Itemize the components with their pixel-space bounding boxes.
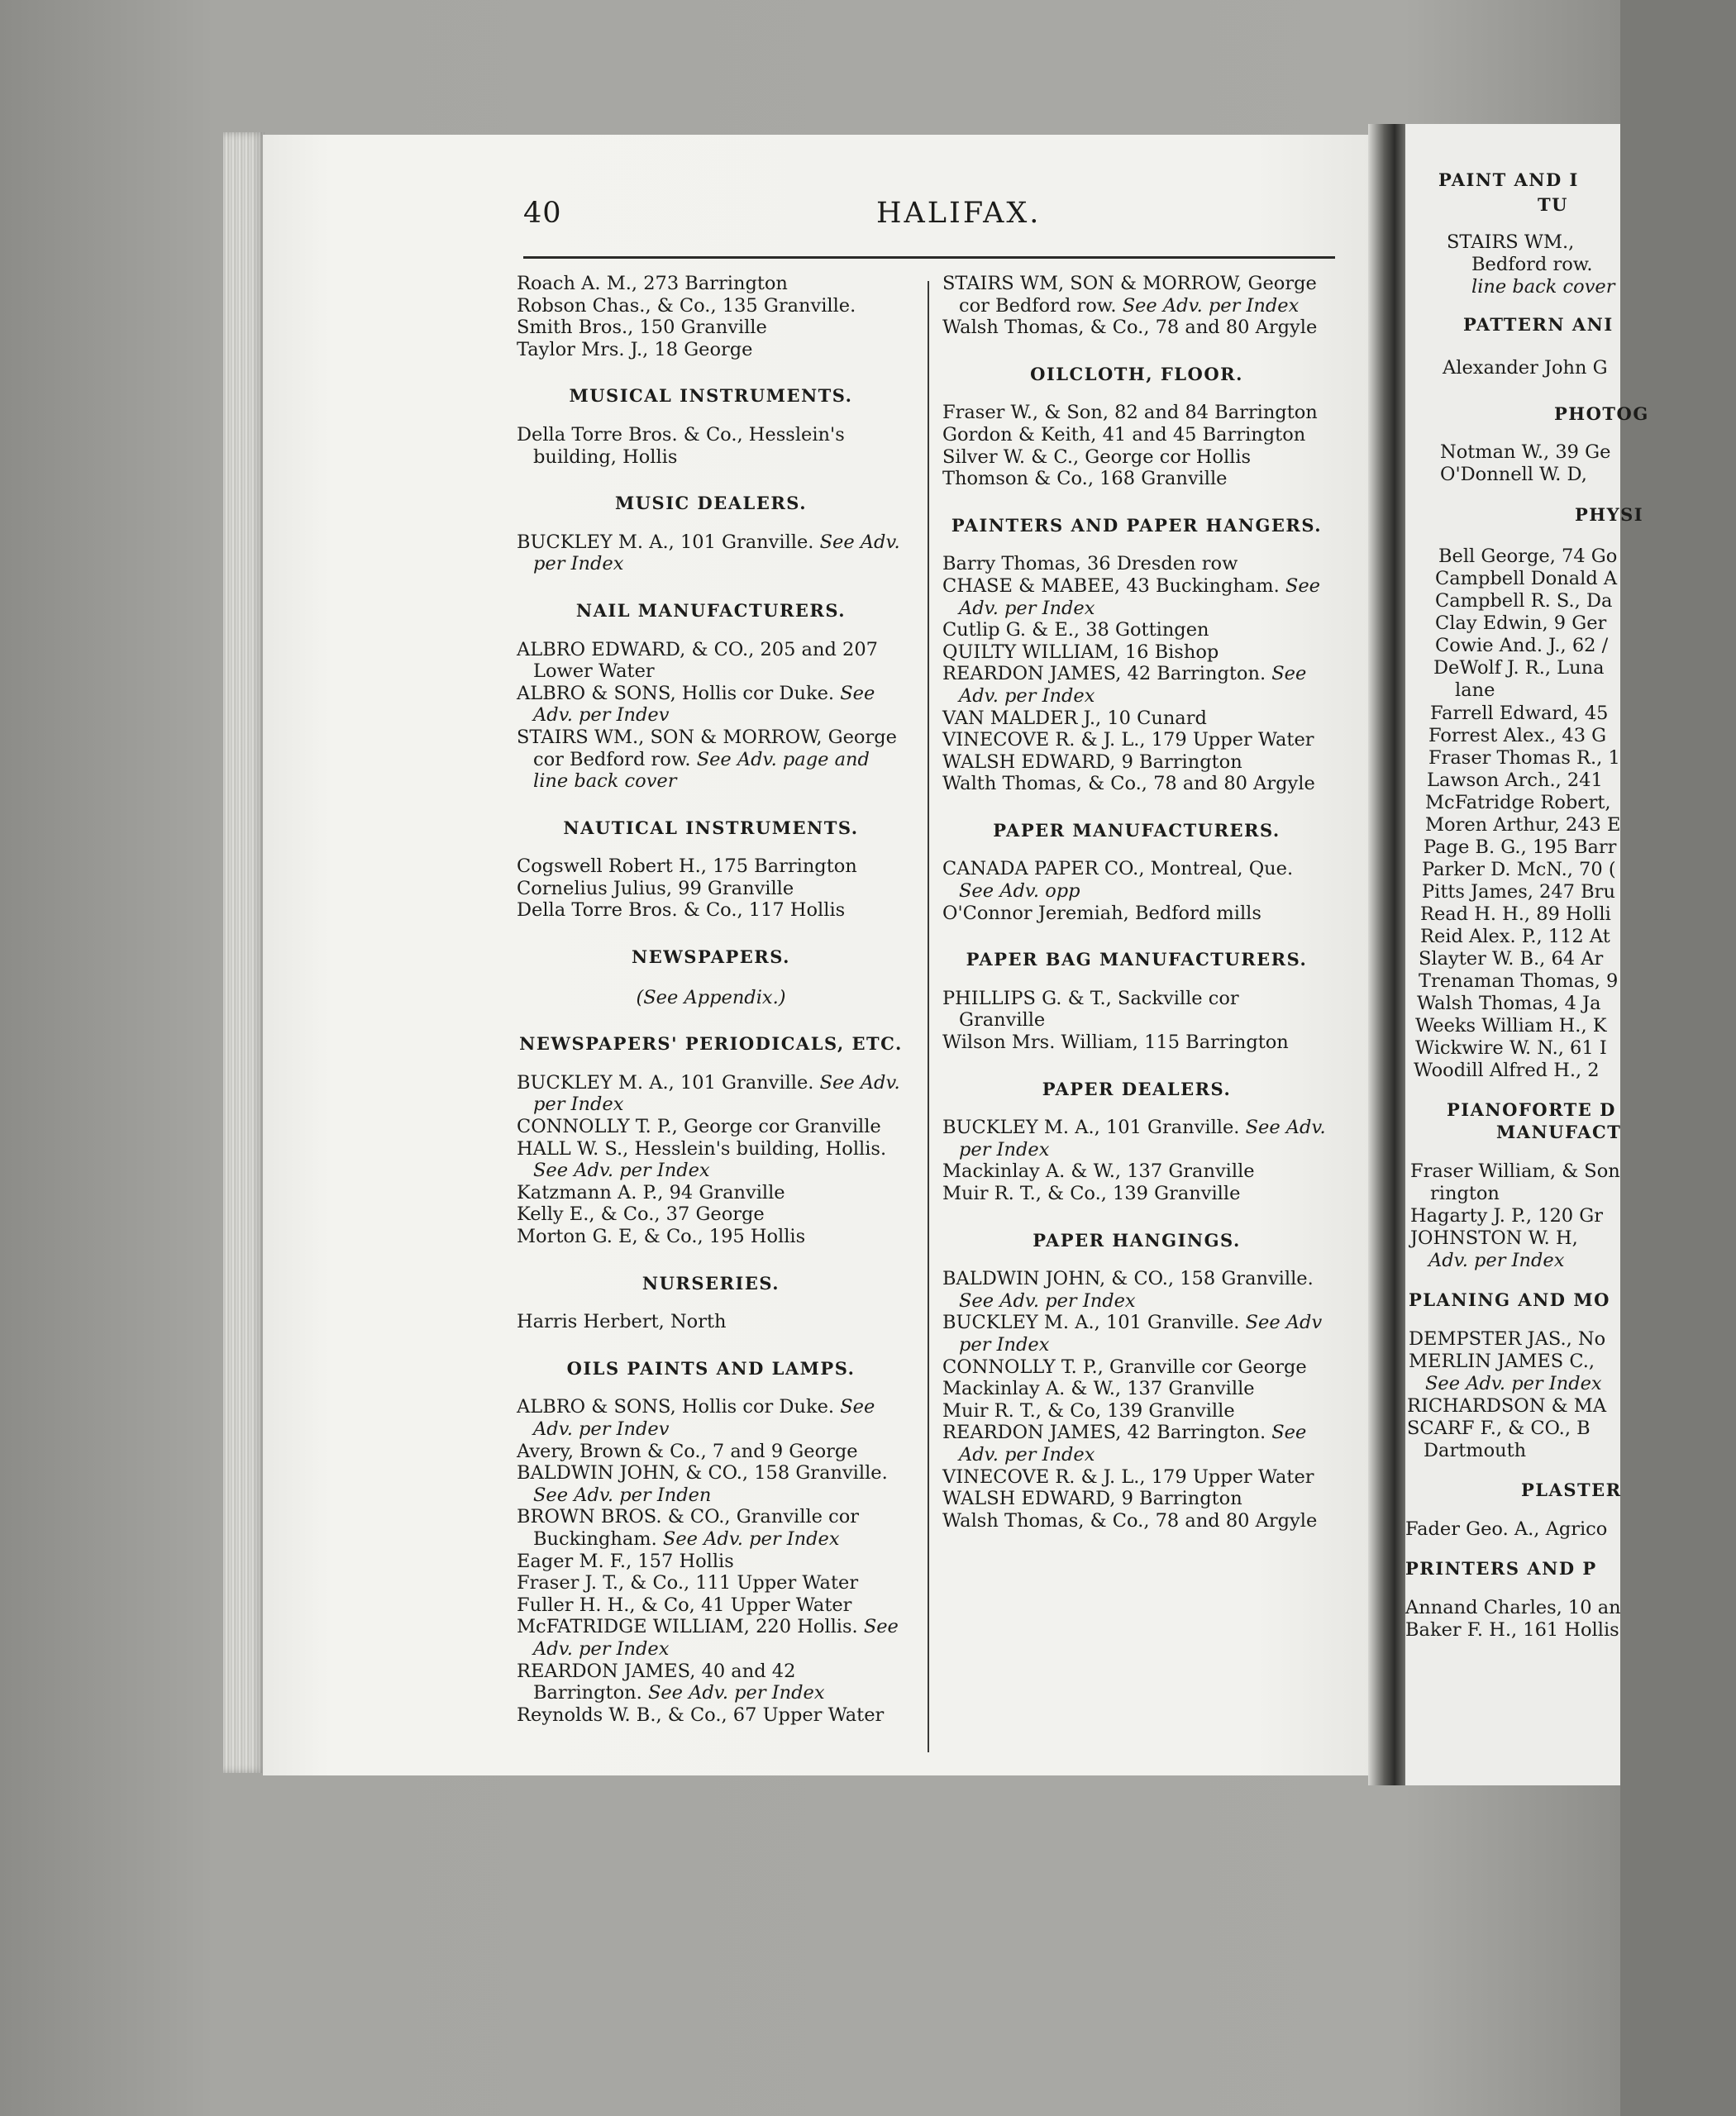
- directory-entry: [517, 1072, 905, 1116]
- entry-text: Barry Thomas, 36 Dresden row: [942, 553, 1238, 575]
- directory-entry: [942, 1466, 1331, 1489]
- directory-entry: [517, 727, 905, 793]
- entry-text: Walsh Thomas, & Co., 78 and 80 Argyle: [942, 1509, 1318, 1532]
- entry-text: Della Torre Bros. & Co., 117 Hollis: [517, 899, 846, 922]
- directory-entry: [942, 1032, 1331, 1054]
- directory-entry: [517, 295, 905, 317]
- facing-page-entry: Baker F. H., 161 Hollis: [1405, 1619, 1619, 1641]
- entry-text: Mackinlay A. & W., 137 Granville: [942, 1160, 1255, 1183]
- facing-page-entry: Fader Geo. A., Agrico: [1405, 1518, 1608, 1540]
- directory-entry: [942, 575, 1331, 619]
- header-rule: [523, 256, 1335, 259]
- entry-text: CHASE & MABEE, 43 Buckingham.: [942, 574, 1280, 597]
- entry-text: Gordon & Keith, 41 and 45 Barrington: [942, 423, 1306, 446]
- facing-page-entry: MERLIN JAMES C.,: [1409, 1351, 1595, 1372]
- entry-text: VAN MALDER J., 10 Cunard: [942, 707, 1207, 729]
- directory-entry: [942, 988, 1331, 1032]
- entry-text: Morton G. E, & Co., 195 Hollis: [517, 1226, 806, 1247]
- section-heading: PAPER HANGINGS.: [1033, 1229, 1241, 1251]
- facing-page-heading: MANUFACT: [1496, 1122, 1622, 1142]
- section-heading: NEWSPAPERS.: [632, 946, 790, 968]
- facing-page-entry: Read H. H., 89 Holli: [1420, 903, 1611, 925]
- entry-text: Muir R. T., & Co., 139 Granville: [942, 1183, 1241, 1204]
- entry-text: VINECOVE R. & J. L., 179 Upper Water: [942, 1465, 1314, 1488]
- entry-text: McFATRIDGE WILLIAM, 220 Hollis.: [517, 1616, 858, 1638]
- directory-entry: [942, 751, 1331, 774]
- directory-entry: [517, 1226, 905, 1248]
- directory-entry: [517, 1311, 905, 1333]
- directory-entry: [942, 858, 1331, 902]
- facing-page-entry: Wickwire W. N., 61 I: [1415, 1037, 1607, 1059]
- facing-page-entry: STAIRS WM.,: [1447, 231, 1575, 253]
- facing-page-entry: Slayter W. B., 64 Ar: [1419, 948, 1604, 970]
- directory-entry: [942, 1183, 1331, 1205]
- cross-reference-note: (See Appendix.): [636, 986, 786, 1008]
- advertisement-note: See Adv. per Indev: [533, 682, 875, 727]
- entry-text: ALBRO & SONS, Hollis cor Duke.: [517, 1396, 835, 1418]
- advertisement-note: See Adv. per Index: [959, 663, 1307, 707]
- facing-page-entry: Bedford row.: [1471, 254, 1593, 275]
- facing-page-entry: Walsh Thomas, 4 Ja: [1417, 993, 1601, 1014]
- advertisement-note: See Adv. page and line back cover: [533, 748, 870, 793]
- directory-entry: [942, 1378, 1331, 1400]
- directory-entry: [517, 1616, 905, 1660]
- entry-text: Avery, Brown & Co., 7 and 9 George: [517, 1440, 858, 1462]
- advertisement-note: See Adv. per Index: [662, 1527, 840, 1550]
- facing-page-entry: Moren Arthur, 243 E: [1425, 814, 1621, 836]
- directory-entry: [942, 1510, 1331, 1532]
- facing-page-entry: Weeks William H., K: [1415, 1015, 1607, 1037]
- entry-text: BROWN BROS. & CO., Granville cor Buckingham.: [517, 1506, 860, 1550]
- advertisement-note: See Adv. per Index: [959, 1117, 1326, 1160]
- facing-page-entry: See Adv. per Index: [1425, 1373, 1602, 1394]
- entry-text: CONNOLLY T. P., George cor Granville: [517, 1116, 881, 1138]
- entry-text: BUCKLEY M. A., 101 Granville.: [517, 1071, 814, 1094]
- entry-text: Roach A. M., 273 Barrington: [517, 273, 788, 294]
- directory-entry: [942, 773, 1331, 795]
- directory-entry: [517, 1462, 905, 1506]
- entry-text: Mackinlay A. & W., 137 Granville: [942, 1378, 1255, 1400]
- entry-text: PHILLIPS G. & T., Sackville cor Granville: [942, 987, 1239, 1032]
- advertisement-note: See Adv. per Index: [959, 574, 1320, 619]
- facing-page-entry: Fraser Thomas R., 1: [1428, 747, 1620, 769]
- facing-page-entry: Campbell Donald A: [1435, 568, 1618, 589]
- entry-text: REARDON JAMES, 40 and 42 Barrington.: [517, 1660, 796, 1704]
- entry-text: CANADA PAPER CO., Montreal, Que.: [942, 858, 1294, 880]
- entry-text: Silver W. & C., George cor Hollis: [942, 446, 1252, 468]
- facing-page-entry: line back cover: [1471, 276, 1615, 298]
- facing-page-entry: Pitts James, 247 Bru: [1422, 881, 1615, 903]
- entry-text: CONNOLLY T. P., Granville cor George: [942, 1356, 1307, 1378]
- facing-page-heading: PHYSI: [1575, 504, 1644, 525]
- entry-text: BALDWIN JOHN, & CO., 158 Granville.: [517, 1462, 888, 1485]
- facing-page-entry: Hagarty J. P., 120 Gr: [1410, 1205, 1603, 1227]
- directory-entry: [517, 1441, 905, 1463]
- entry-text: Fraser J. T., & Co., 111 Upper Water: [517, 1572, 859, 1594]
- facing-page-entry: Alexander John G: [1443, 357, 1608, 379]
- facing-page-entry: Reid Alex. P., 112 At: [1420, 926, 1610, 947]
- directory-entry: [517, 1182, 905, 1204]
- directory-entry: [942, 317, 1331, 339]
- directory-entry: [942, 273, 1331, 317]
- entry-text: Walsh Thomas, & Co., 78 and 80 Argyle: [942, 317, 1318, 339]
- facing-page-entry: Clay Edwin, 9 Ger: [1435, 612, 1607, 634]
- entry-text: Robson Chas., & Co., 135 Granville.: [517, 294, 856, 317]
- directory-entry: [942, 1422, 1331, 1465]
- page-edge-stack: [223, 132, 265, 1773]
- facing-page: [1405, 124, 1649, 1785]
- entry-text: REARDON JAMES, 42 Barrington.: [942, 1422, 1266, 1444]
- directory-entry: [942, 1488, 1331, 1510]
- facing-page-entry: O'Donnell W. D,: [1440, 464, 1587, 485]
- facing-page-entry: Parker D. McN., 70 (: [1422, 859, 1616, 880]
- facing-page-entry: DEMPSTER JAS., No: [1409, 1328, 1606, 1350]
- directory-entry: [942, 1160, 1331, 1183]
- directory-entry: [517, 1203, 905, 1226]
- directory-entry: [517, 1594, 905, 1617]
- directory-entry: [942, 402, 1331, 424]
- entry-text: VINECOVE R. & J. L., 179 Upper Water: [942, 729, 1314, 751]
- entry-text: Cogswell Robert H., 175 Barrington: [517, 855, 857, 878]
- entry-text: Katzmann A. P., 94 Granville: [517, 1181, 785, 1203]
- directory-entry: [942, 663, 1331, 707]
- entry-text: BUCKLEY M. A., 101 Granville.: [517, 531, 814, 553]
- entry-text: Taylor Mrs. J., 18 George: [517, 338, 753, 360]
- directory-entry: [517, 1704, 905, 1727]
- directory-entry: [517, 878, 905, 900]
- facing-page-heading: PHOTOG: [1554, 403, 1649, 424]
- entry-text: Smith Bros., 150 Granville: [517, 317, 767, 339]
- advertisement-note: See Adv per Index: [959, 1312, 1323, 1356]
- entry-text: Eager M. F., 157 Hollis: [517, 1550, 734, 1572]
- advertisement-note: See Adv. per Index: [647, 1682, 825, 1704]
- directory-entry: [517, 1116, 905, 1138]
- entry-text: WALSH EDWARD, 9 Barrington: [942, 751, 1242, 773]
- section-heading: PAPER BAG MANUFACTURERS.: [966, 949, 1308, 970]
- section-heading: MUSICAL INSTRUMENTS.: [569, 385, 853, 407]
- facing-page-entry: Dartmouth: [1424, 1440, 1527, 1461]
- facing-page-entry: Forrest Alex., 43 G: [1428, 725, 1607, 746]
- facing-page-heading: TU: [1538, 194, 1568, 215]
- directory-entry: [517, 339, 905, 361]
- entry-text: HALL W. S., Hesslein's building, Hollis.: [517, 1137, 887, 1160]
- directory-entry: [942, 1268, 1331, 1312]
- facing-page-entry: Campbell R. S., Da: [1435, 590, 1613, 612]
- facing-page-entry: Lawson Arch., 241: [1427, 770, 1603, 791]
- facing-page-entry: Adv. per Index: [1428, 1250, 1565, 1271]
- facing-page-heading: PAINT AND I: [1438, 169, 1579, 190]
- entry-text: Kelly E., & Co., 37 George: [517, 1203, 765, 1226]
- entry-text: QUILTY WILLIAM, 16 Bishop: [942, 641, 1219, 663]
- directory-entry: [942, 1117, 1331, 1160]
- facing-page-entry: Trenaman Thomas, 9: [1419, 970, 1619, 992]
- directory-entry: [517, 1572, 905, 1594]
- page-number: 40: [523, 197, 562, 230]
- section-heading: PAINTERS AND PAPER HANGERS.: [951, 514, 1323, 536]
- entry-text: Fraser W., & Son, 82 and 84 Barrington: [942, 402, 1318, 424]
- entry-text: ALBRO EDWARD, & CO., 205 and 207 Lower Water: [517, 638, 878, 683]
- section-heading: NURSERIES.: [641, 1272, 780, 1294]
- directory-entry: [517, 899, 905, 922]
- facing-page-heading: PRINTERS AND P: [1405, 1558, 1597, 1579]
- directory-entry: [517, 639, 905, 683]
- advertisement-note: See Adv. per Index: [959, 1289, 1136, 1312]
- directory-entry: [517, 1506, 905, 1550]
- directory-entry: [942, 553, 1331, 575]
- entry-text: Wilson Mrs. William, 115 Barrington: [942, 1032, 1289, 1054]
- advertisement-note: See Adv. per Index: [959, 1422, 1307, 1465]
- directory-entry: [942, 619, 1331, 641]
- entry-text: REARDON JAMES, 42 Barrington.: [942, 663, 1266, 685]
- facing-page-entry: Woodill Alfred H., 2: [1414, 1060, 1600, 1081]
- entry-text: Cutlip G. & E., 38 Gottingen: [942, 619, 1209, 641]
- entry-text: Harris Herbert, North: [517, 1311, 727, 1333]
- section-heading: NAUTICAL INSTRUMENTS.: [563, 817, 859, 838]
- section-heading: NEWSPAPERS' PERIODICALS, ETC.: [519, 1033, 903, 1055]
- directory-entry: [517, 1551, 905, 1573]
- directory-entry: [942, 1400, 1331, 1423]
- entry-text: ALBRO & SONS, Hollis cor Duke.: [517, 682, 835, 704]
- advertisement-note: See Adv. per Index: [533, 531, 900, 575]
- facing-page-entry: lane: [1455, 679, 1495, 701]
- advertisement-note: See Adv. per Index: [1122, 294, 1300, 317]
- section-heading: MUSIC DEALERS.: [614, 493, 808, 514]
- directory-entry: [942, 446, 1331, 469]
- directory-entry: [517, 855, 905, 878]
- facing-page-entry: Bell George, 74 Go: [1438, 546, 1618, 567]
- directory-entry: [517, 1396, 905, 1440]
- facing-page-entry: McFatridge Robert,: [1425, 792, 1611, 813]
- advertisement-note: See Adv. per Index: [533, 1160, 710, 1182]
- entry-text: Reynolds W. B., & Co., 67 Upper Water: [517, 1704, 885, 1726]
- entry-text: Cornelius Julius, 99 Granville: [517, 877, 794, 899]
- entry-text: BALDWIN JOHN, & CO., 158 Granville.: [942, 1268, 1314, 1290]
- column-divider: [928, 281, 929, 1752]
- facing-page-entry: Farrell Edward, 45: [1430, 703, 1609, 724]
- page-header: [523, 197, 1350, 246]
- facing-page-entry: Page B. G., 195 Barr: [1424, 836, 1617, 858]
- directory-entry: [942, 903, 1331, 925]
- entry-text: Muir R. T., & Co, 139 Granville: [942, 1399, 1235, 1422]
- entry-text: WALSH EDWARD, 9 Barrington: [942, 1488, 1242, 1510]
- left-column: [517, 273, 905, 1726]
- directory-entry: [517, 683, 905, 727]
- entry-text: BUCKLEY M. A., 101 Granville.: [942, 1117, 1240, 1139]
- facing-page-heading: PLASTER: [1521, 1480, 1622, 1500]
- directory-entry: [517, 531, 905, 575]
- directory-entry: [942, 641, 1331, 664]
- section-heading: OILS PAINTS AND LAMPS.: [566, 1357, 856, 1379]
- facing-page-entry: DeWolf J. R., Luna: [1433, 657, 1605, 679]
- directory-entry: [517, 1138, 905, 1182]
- entry-text: STAIRS WM., SON & MORROW, George cor Bedford row.: [517, 726, 897, 770]
- entry-text: BUCKLEY M. A., 101 Granville.: [942, 1312, 1240, 1334]
- entry-text: Fuller H. H., & Co, 41 Upper Water: [517, 1594, 852, 1616]
- directory-entry: [942, 468, 1331, 490]
- facing-page-heading: PATTERN ANI: [1463, 314, 1614, 335]
- directory-entry: [942, 424, 1331, 446]
- facing-page-entry: RICHARDSON & MA: [1407, 1395, 1607, 1417]
- entry-text: Thomson & Co., 168 Granville: [942, 468, 1228, 490]
- section-heading: PAPER DEALERS.: [1042, 1078, 1232, 1099]
- entry-text: Walth Thomas, & Co., 78 and 80 Argyle: [942, 773, 1315, 795]
- entry-text: STAIRS WM, SON & MORROW, George cor Bedford row.: [942, 273, 1317, 317]
- directory-entry: [942, 729, 1331, 751]
- facing-page-entry: JOHNSTON W. H,: [1410, 1227, 1578, 1249]
- directory-entry: [942, 1356, 1331, 1379]
- facing-page-entry: Notman W., 39 Ge: [1440, 441, 1611, 463]
- advertisement-note: See Adv. per Index: [533, 1071, 900, 1116]
- facing-page-entry: Fraser William, & Son: [1410, 1160, 1620, 1182]
- directory-entry: [942, 1312, 1331, 1356]
- entry-text: Della Torre Bros. & Co., Hesslein's building, Hollis: [517, 423, 845, 468]
- directory-entry: [942, 708, 1331, 730]
- advertisement-note: See Adv. per Inden: [533, 1484, 712, 1506]
- advertisement-note: See Adv. per Indev: [533, 1396, 875, 1440]
- directory-entry: [517, 317, 905, 339]
- advertisement-note: See Adv. opp: [959, 880, 1080, 903]
- facing-page-heading: PIANOFORTE D: [1447, 1099, 1616, 1120]
- section-heading: NAIL MANUFACTURERS.: [575, 599, 847, 621]
- section-heading: OILCLOTH, FLOOR.: [1030, 363, 1243, 384]
- facing-page-entry: rington: [1430, 1183, 1500, 1204]
- facing-page-entry: Annand Charles, 10 an: [1405, 1597, 1621, 1618]
- directory-entry: [517, 273, 905, 295]
- facing-page-entry: SCARF F., & CO., B: [1407, 1418, 1591, 1439]
- running-head: HALIFAX.: [876, 197, 1042, 230]
- facing-page-heading: PLANING AND MO: [1409, 1289, 1610, 1310]
- facing-page-entry: Cowie And. J., 62 /: [1435, 635, 1609, 656]
- entry-text: O'Connor Jeremiah, Bedford mills: [942, 902, 1261, 924]
- advertisement-note: See Adv. per Index: [533, 1616, 899, 1660]
- directory-entry: [517, 1661, 905, 1704]
- directory-entry: [517, 424, 905, 468]
- middle-column: [942, 273, 1331, 1532]
- section-heading: PAPER MANUFACTURERS.: [993, 819, 1281, 841]
